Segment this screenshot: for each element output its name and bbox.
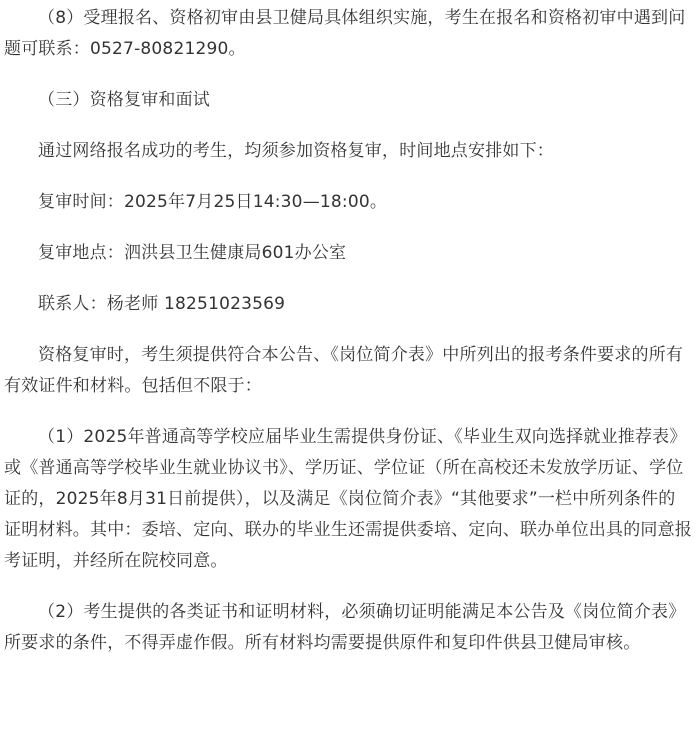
paragraph-contact-initial-review: （8）受理报名、资格初审由县卫健局具体组织实施，考生在报名和资格初审中遇到问题可联系：0527-80821290。: [4, 8, 686, 59]
section-heading-review-interview: （三）资格复审和面试: [38, 90, 210, 110]
paragraph-contact-person: 联系人：杨老师 18251023569: [38, 294, 286, 314]
paragraph-item-2: （2）考生提供的各类证书和证明材料，必须确切证明能满足本公告及《岗位简介表》所要求的条件，不得弄虚作假。所有材料均需要提供原件和复印件供县卫健局审核。: [4, 602, 686, 653]
paragraph-review-intro: 通过网络报名成功的考生，均须参加资格复审，时间地点安排如下：: [38, 141, 554, 161]
paragraph-review-materials: 资格复审时，考生须提供符合本公告、《岗位简介表》中所列出的报考条件要求的所有有效证件和材料。包括但不限于：: [4, 345, 684, 396]
paragraph-review-location: 复审地点：泗洪县卫生健康局601办公室: [38, 243, 347, 263]
document-body: [0, 3, 696, 659]
paragraph-review-time: 复审时间：2025年7月25日14:30—18:00。: [38, 192, 388, 212]
paragraph-item-1: （1）2025年普通高等学校应届毕业生需提供身份证、《毕业生双向选择就业推荐表》或《普通高等学校毕业生就业协议书》、学历证、学位证（所在高校还未发放学历证、学位证的，2025年8月31日前提供），以及满足《岗位简介表》“其他要求”一栏中所列条件的证明材料。其中：委培、定向、联办的毕业生还需提供委培、定向、联办单位出具的同意报考证明，并经所在院校同意。: [4, 427, 692, 571]
